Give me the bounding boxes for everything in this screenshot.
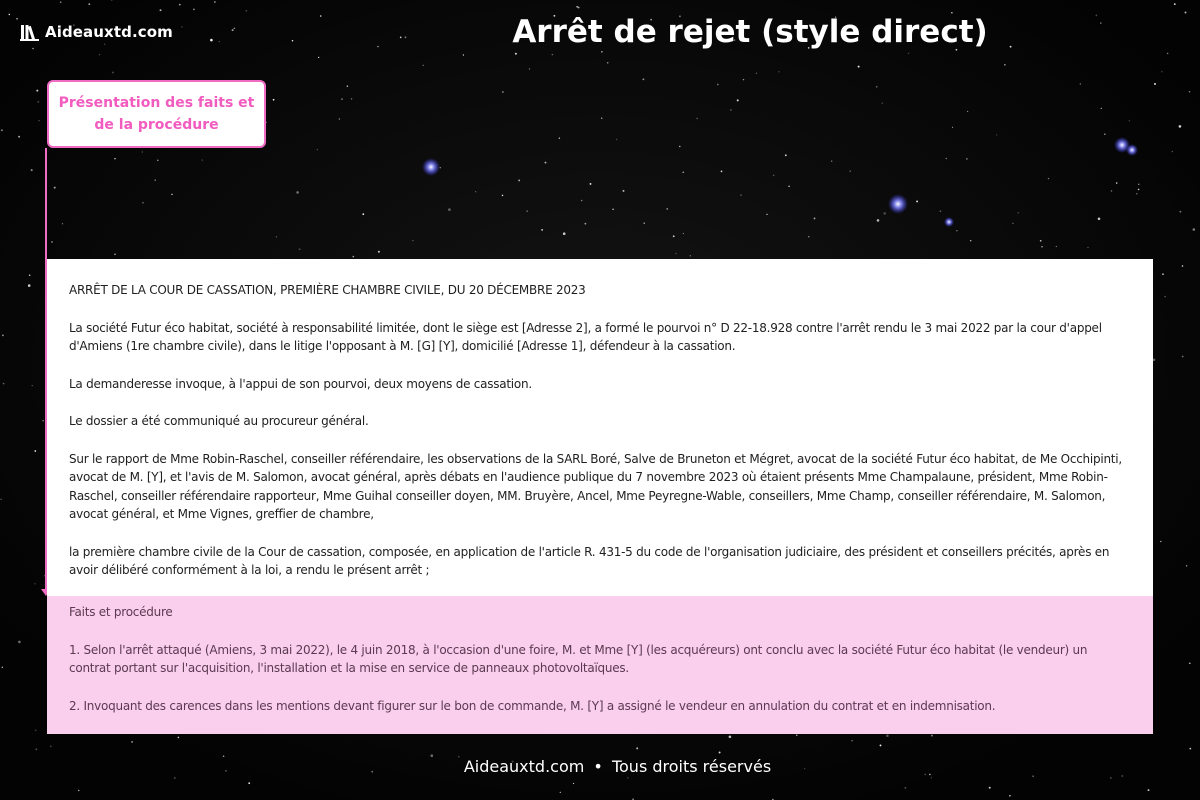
footer <box>0 756 1200 778</box>
document-paragraph: La société Futur éco habitat, société à responsabilité limitée, dont le siège est [Adresse 2], a formé le pourvoi n° D 22-18.928 contre l'arrêt rendu le 3 mai 2022 par la cour d'appel d'Amiens (1re chambre civile), dans le litige l'opposant à M. [G] [Y], domicilié [Adresse 1], défendeur à la cassation. <box>69 320 1102 353</box>
court-decision-document <box>47 259 1153 734</box>
document-paragraph: Le dossier a été communiqué au procureur général. <box>69 414 369 428</box>
books-icon <box>20 22 40 42</box>
footer-separator: • <box>593 757 603 776</box>
highlighted-facts-section <box>47 596 1153 734</box>
brand-name: Aideauxtd.com <box>45 23 173 41</box>
section-heading: Faits et procédure <box>69 605 173 619</box>
footer-site: Aideauxtd.com <box>463 757 585 776</box>
highlighted-paragraph: 2. Invoquant des carences dans les mentions devant figurer sur le bon de commande, M. [Y] a assigné le vendeur en annulation du contrat et en indemnisation. <box>69 698 996 713</box>
document-paragraph: Sur le rapport de Mme Robin-Raschel, conseiller référendaire, les observations de la SARL Boré, Salve de Bruneton et Mégret, avocat de la société Futur éco habitat, de Me Occhipinti, avocat de M. [Y], et l'avis de M. Salomon, avocat général, après débats en l'audience publique du 7 novembre 2023 où étaient présents Mme Champalaune, président, Mme Robin-Raschel, conseiller référendaire rapporteur, Mme Guihal conseiller doyen, MM. Bruyère, Ancel, Mme Peyregne-Wable, conseillers, Mme Champ, conseiller référendaire, M. Salomon, avocat général, et Mme Vignes, greffier de chambre, <box>69 451 1122 521</box>
footer-rights: Tous droits réservés <box>611 757 772 776</box>
document-intro-section <box>47 259 1153 596</box>
brand[interactable] <box>20 22 173 42</box>
document-paragraph: la première chambre civile de la Cour de cassation, composée, en application de l'article R. 431-5 du code de l'organisation judiciaire, des président et conseillers précités, après en avoir délibéré conformément à la loi, a rendu le présent arrêt ; <box>69 544 1110 577</box>
document-paragraph: La demanderesse invoque, à l'appui de son pourvoi, deux moyens de cassation. <box>69 376 532 391</box>
document-heading: ARRÊT DE LA COUR DE CASSATION, PREMIÈRE CHAMBRE CIVILE, DU 20 DÉCEMBRE 2023 <box>69 283 586 297</box>
annotation-callout: Présentation des faits et de la procédure <box>47 80 266 148</box>
highlighted-paragraph: 1. Selon l'arrêt attaqué (Amiens, 3 mai 2022), le 4 juin 2018, à l'occasion d'une foire, M. et Mme [Y] (les acquéreurs) ont conclu avec la société Futur éco habitat (le vendeur) un contrat portant sur l'acquisition, l'installation et la mise en service de panneaux photovoltaïques. <box>69 642 1088 675</box>
page-title: Arrêt de rejet (style direct) <box>512 14 988 50</box>
